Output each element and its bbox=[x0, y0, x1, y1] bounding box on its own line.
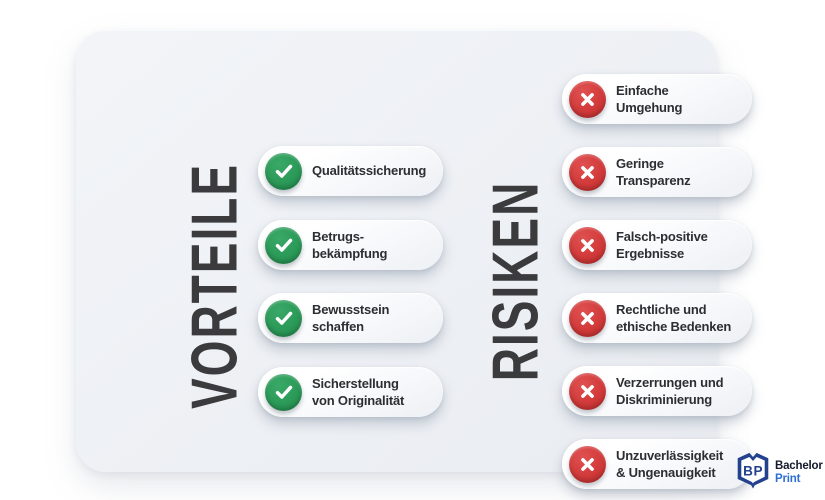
risk-label bbox=[616, 228, 708, 262]
logo-wordmark bbox=[775, 460, 823, 484]
advantage-label bbox=[312, 375, 404, 409]
label-line: Transparenz bbox=[616, 173, 691, 188]
label-line: Rechtliche und bbox=[616, 301, 707, 317]
comparison-card bbox=[76, 31, 732, 480]
risk-pill bbox=[562, 366, 752, 416]
logo-text-print: Print bbox=[775, 472, 801, 485]
bachelorprint-logo bbox=[735, 449, 823, 496]
label-line: Bewusstsein bbox=[312, 301, 390, 317]
label-line: schaffen bbox=[312, 319, 364, 334]
svg-text:B: B bbox=[743, 463, 753, 479]
risks-heading: RISIKEN bbox=[478, 180, 552, 382]
label-line: Verzerrungen und bbox=[616, 374, 724, 390]
label-line: bekämpfung bbox=[312, 246, 388, 261]
check-icon bbox=[265, 153, 302, 190]
label-line: Unzuverlässigkeit bbox=[616, 447, 724, 463]
risk-pill bbox=[562, 147, 752, 197]
label-line: Qualitätssicherung bbox=[312, 163, 427, 179]
cross-icon bbox=[569, 227, 606, 264]
cross-icon bbox=[569, 300, 606, 337]
risk-label bbox=[616, 82, 682, 116]
risk-label bbox=[616, 447, 723, 481]
label-line: Einfache bbox=[616, 82, 669, 98]
check-icon bbox=[265, 227, 302, 264]
cross-icon bbox=[569, 81, 606, 118]
cross-icon bbox=[569, 373, 606, 410]
label-line: ethische Bedenken bbox=[616, 319, 732, 334]
label-line: Umgehung bbox=[616, 100, 683, 115]
risk-pill bbox=[562, 220, 752, 270]
label-line: Diskriminierung bbox=[616, 392, 712, 407]
label-line: von Originalität bbox=[312, 393, 405, 408]
risk-pill bbox=[562, 293, 752, 343]
label-line: & Ungenauigkeit bbox=[616, 465, 716, 480]
risk-label bbox=[616, 374, 723, 408]
label-line: Falsch-positive bbox=[616, 228, 708, 244]
advantage-pill bbox=[258, 367, 443, 417]
logo-text-bachelor: Bachelor bbox=[775, 460, 823, 473]
advantages-heading: VORTEILE bbox=[177, 162, 251, 410]
label-line: Sicherstellung bbox=[312, 375, 399, 391]
check-icon bbox=[265, 300, 302, 337]
label-line: Geringe bbox=[616, 155, 664, 171]
risk-pill bbox=[562, 439, 752, 489]
risk-label bbox=[616, 155, 690, 189]
label-line: Ergebnisse bbox=[616, 246, 685, 261]
advantage-pill bbox=[258, 220, 443, 270]
cross-icon bbox=[569, 154, 606, 191]
risk-label bbox=[616, 301, 731, 335]
label-line: Betrugs- bbox=[312, 228, 364, 244]
advantage-label bbox=[312, 162, 426, 179]
check-icon bbox=[265, 374, 302, 411]
logo-book-icon bbox=[735, 449, 771, 496]
risk-pill bbox=[562, 74, 752, 124]
advantage-pill bbox=[258, 146, 443, 196]
advantage-label bbox=[312, 301, 389, 335]
svg-text:P: P bbox=[753, 463, 763, 479]
advantage-label bbox=[312, 228, 387, 262]
advantage-pill bbox=[258, 293, 443, 343]
cross-icon bbox=[569, 446, 606, 483]
